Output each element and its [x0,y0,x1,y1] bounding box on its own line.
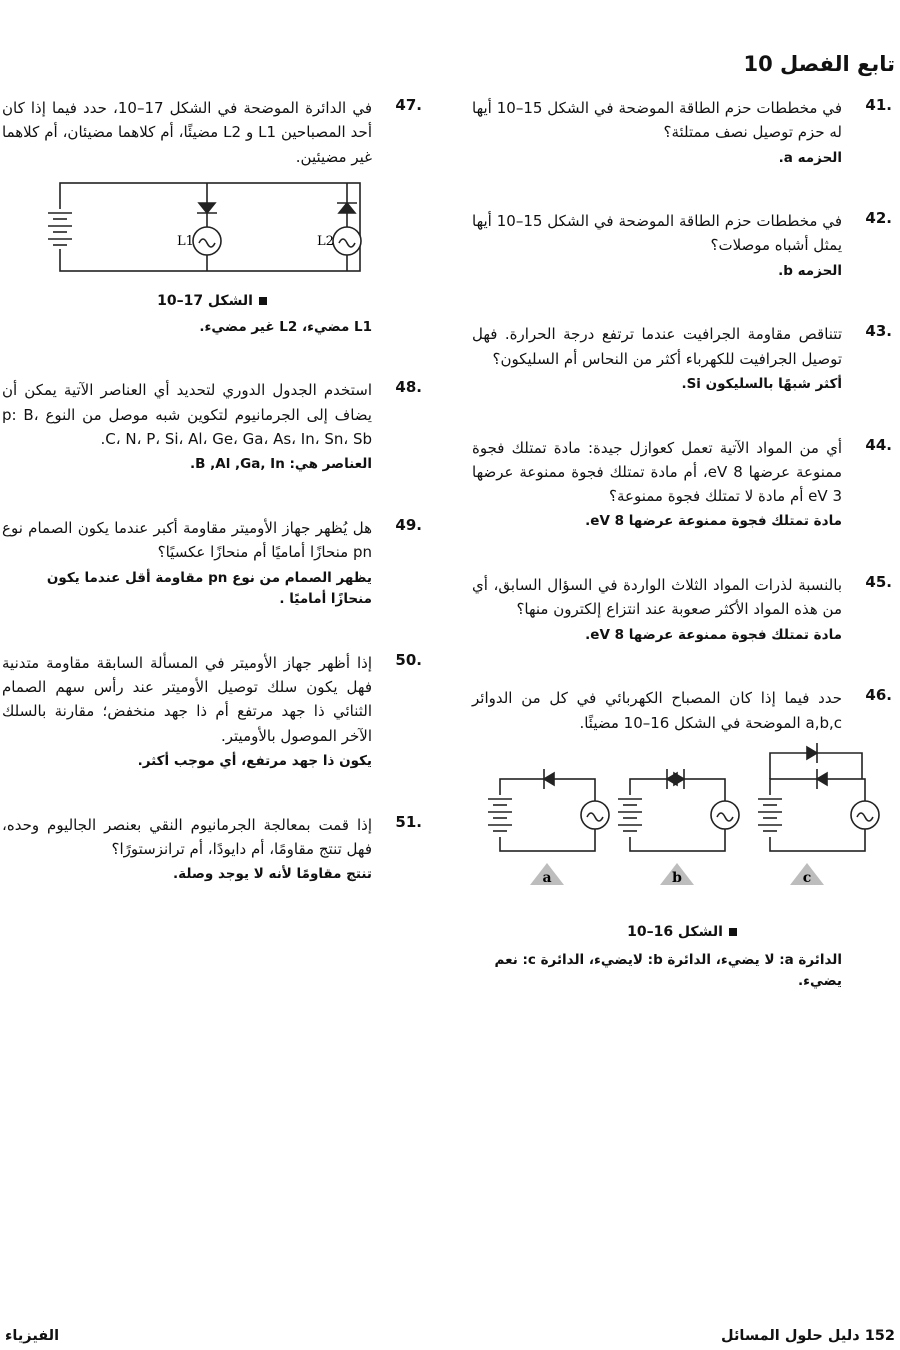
question-number: 46. [865,686,892,705]
question-text: أي من المواد الآتية تعمل كعوازل جيدة: مادة تمتلك فجوة ممنوعة عرضها 8 eV، أم مادة تمتلك فجوة ممنوعة عرضها 3 eV أم مادة لا تمتلك فجوة ممنوعة؟ [472,438,842,506]
question-number: 51. [395,812,422,831]
question-number: 43. [865,322,892,341]
question-48 [2,378,422,475]
question-text: إذا أظهر جهاز الأوميتر في المسألة السابقة مقاومة متدنية فهل يكون سلك توصيل الأوميتر عند رأس سهم الصمام الثنائي ذا جهد مرتفع أم ذا جهد منخفض؛ مقارنة بالسلك الآخر الموصول بالأوميتر. [2,653,372,745]
label-b: b [672,869,682,886]
answer: الحزمه b. [778,262,842,279]
lamp-label-2: L2 [317,233,334,249]
right-column [472,96,892,993]
figure-17 [2,169,422,309]
circuit-b [618,769,739,851]
circuit-a [488,769,609,851]
label-a: a [542,869,552,886]
figure-17-caption: الشكل 17–10 [2,293,422,309]
circuit-c [758,743,879,851]
answer: L1 مضيء، L2 غير مضيء. [199,318,372,335]
question-text: إذا قمت بمعالجة الجرمانيوم النقي بعنصر الجاليوم وحده، فهل تنتج مقاومًا، أم دايودًا، أم ترانزستورًا؟ [2,815,372,858]
question-43 [472,322,892,395]
question-number: 41. [865,96,892,114]
question-number: 49. [395,515,422,534]
answer: الحزمه a. [778,149,842,166]
figure-16-caption: الشكل 16–10 [472,924,892,940]
question-44 [472,436,892,533]
question-45 [472,573,892,646]
question-text: استخدم الجدول الدوري لتحديد أي العناصر الآتية يمكن أن يضاف إلى الجرمانيوم لتكوين شبه موصل من النوع p: B، C، N، P، Si، Al، Ge، Ga، As، In، Sn، Sb. [2,381,372,449]
left-column [2,96,422,926]
figure-17-circuit [2,169,422,289]
question-47 [2,96,422,338]
label-c: c [802,869,812,886]
answer: مادة تمتلك فجوة ممنوعة عرضها 8 eV. [585,513,842,530]
question-number: 42. [865,209,892,228]
question-text: تتناقص مقاومة الجرافيت عندما ترتفع درجة الحرارة. فهل توصيل الجرافيت للكهرباء أكثر من النحاس أم السليكون؟ [472,325,842,368]
question-number: 50. [395,650,422,669]
question-text: هل يُظهر جهاز الأوميتر مقاومة أكبر عندما يكون الصمام نوع pn منحازًا أماميًا أم منحازًا عكسيًا؟ [2,518,372,562]
answer: العناصر هي: B ,Al ,Ga, In. [190,456,372,473]
question-50 [2,651,422,773]
question-42 [472,209,892,282]
answer: أكثر شبهًا بالسليكون Si. [681,375,842,392]
question-number: 48. [395,378,422,397]
answer: يظهر الصمام من نوع pn مقاومة أقل عندما يكون منحازًا أماميًا . [46,569,372,608]
question-number: 45. [865,573,892,592]
answer: الدائرة a: لا يضيء، الدائرة b: لايضيء، الدائرة c: نعم يضيء. [494,951,842,990]
question-41 [472,96,892,169]
question-text: في مخططات حزم الطاقة الموضحة في الشكل 15–10 أيها له حزم توصيل نصف ممتلئة؟ [472,99,842,142]
lamp-label-1: L1 [177,233,194,249]
question-text: حدد فيما إذا كان المصباح الكهربائي في كل من الدوائر a,b,c الموضحة في الشكل 16–10 مضيئًا. [472,689,842,732]
figure-16-circuits [472,735,892,920]
footer-subject: الفيزياء [5,1328,60,1344]
figure-16 [472,735,892,940]
question-text: في الدائرة الموضحة في الشكل 17–10، حدد فيما إذا كان أحد المصباحين L1 و L2 مضيئًا، أم كلاهما مضيئان، أم كلاهما غير مضيئين. [2,99,372,166]
footer-book [721,1328,895,1344]
question-number: 44. [865,435,892,454]
answer: مادة تمتلك فجوة ممنوعة عرضها 8 eV. [585,626,842,643]
page-number: 152 [864,1328,895,1344]
answer: يكون ذا جهد مرتفع، أي موجب أكثر. [137,752,372,769]
question-51 [2,813,422,886]
question-49 [2,516,422,611]
book-title: دليل حلول المسائل [721,1328,860,1344]
question-46 [472,686,892,993]
answer: تنتج مقاومًا لأنه لا يوجد وصلة. [173,866,372,883]
question-number: 47. [395,96,422,114]
question-text: في مخططات حزم الطاقة الموضحة في الشكل 15–10 أيها يمثل أشباه موصلات؟ [472,212,842,255]
chapter-title: تابع الفصل 10 [743,52,895,76]
question-text: بالنسبة لذرات المواد الثلاث الواردة في السؤال السابق، أي من هذه المواد الأكثر صعوبة عند انتزاع إلكترون منها؟ [472,576,842,619]
